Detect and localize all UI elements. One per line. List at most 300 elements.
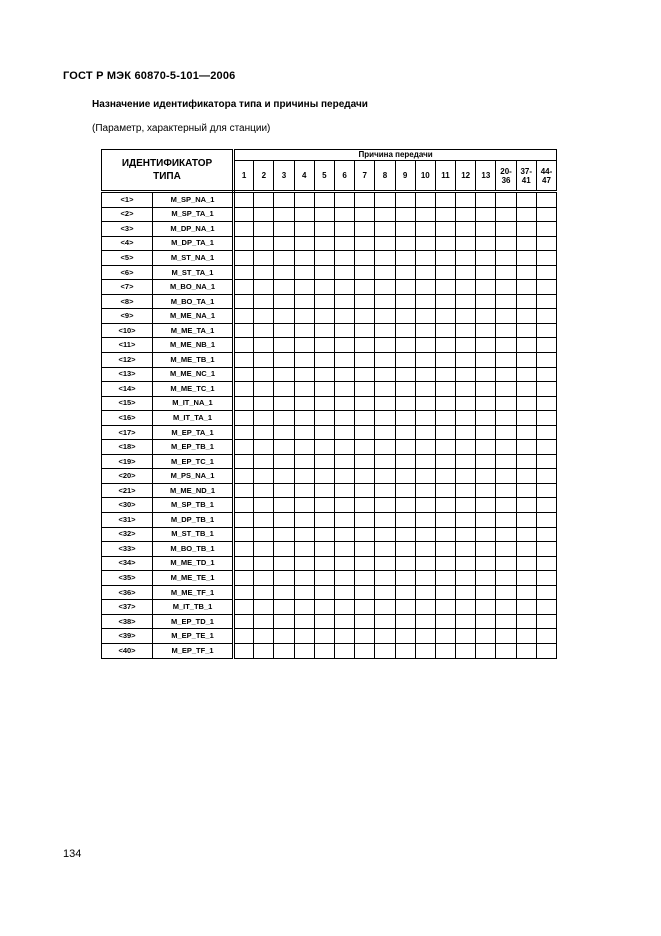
cause-cell[interactable] [234,542,254,557]
cause-cell[interactable] [415,440,435,455]
cause-cell[interactable] [476,498,496,513]
cause-cell[interactable] [516,396,536,411]
cause-cell[interactable] [536,585,556,600]
cause-cell[interactable] [334,265,354,280]
cause-cell[interactable] [476,222,496,237]
cause-cell[interactable] [314,396,334,411]
cause-cell[interactable] [536,294,556,309]
cause-cell[interactable] [476,207,496,222]
cause-cell[interactable] [334,454,354,469]
cause-cell[interactable] [274,571,294,586]
cause-cell[interactable] [516,542,536,557]
cause-cell[interactable] [234,222,254,237]
cause-cell[interactable] [516,367,536,382]
cause-cell[interactable] [314,556,334,571]
cause-cell[interactable] [274,440,294,455]
cause-cell[interactable] [274,309,294,324]
cause-cell[interactable] [234,425,254,440]
cause-cell[interactable] [234,629,254,644]
cause-cell[interactable] [234,614,254,629]
cause-cell[interactable] [435,440,455,455]
cause-cell[interactable] [355,600,375,615]
cause-cell[interactable] [294,614,314,629]
cause-cell[interactable] [395,207,415,222]
cause-cell[interactable] [476,614,496,629]
cause-cell[interactable] [254,513,274,528]
cause-cell[interactable] [476,542,496,557]
cause-cell[interactable] [435,571,455,586]
cause-cell[interactable] [536,643,556,658]
cause-cell[interactable] [516,469,536,484]
cause-cell[interactable] [254,353,274,368]
cause-cell[interactable] [456,629,476,644]
cause-cell[interactable] [435,643,455,658]
cause-cell[interactable] [234,294,254,309]
cause-cell[interactable] [476,440,496,455]
cause-cell[interactable] [274,353,294,368]
cause-cell[interactable] [496,382,516,397]
cause-cell[interactable] [395,483,415,498]
cause-cell[interactable] [375,396,395,411]
cause-cell[interactable] [516,483,536,498]
cause-cell[interactable] [456,265,476,280]
cause-cell[interactable] [395,192,415,208]
cause-cell[interactable] [375,280,395,295]
cause-cell[interactable] [234,251,254,266]
cause-cell[interactable] [254,629,274,644]
cause-cell[interactable] [334,353,354,368]
cause-cell[interactable] [294,556,314,571]
cause-cell[interactable] [254,280,274,295]
cause-cell[interactable] [355,498,375,513]
cause-cell[interactable] [516,236,536,251]
cause-cell[interactable] [496,222,516,237]
cause-cell[interactable] [516,411,536,426]
cause-cell[interactable] [274,207,294,222]
cause-cell[interactable] [294,323,314,338]
cause-cell[interactable] [476,483,496,498]
cause-cell[interactable] [375,629,395,644]
cause-cell[interactable] [274,483,294,498]
cause-cell[interactable] [516,440,536,455]
cause-cell[interactable] [476,251,496,266]
cause-cell[interactable] [415,192,435,208]
cause-cell[interactable] [274,498,294,513]
cause-cell[interactable] [254,469,274,484]
cause-cell[interactable] [334,396,354,411]
cause-cell[interactable] [294,207,314,222]
cause-cell[interactable] [536,440,556,455]
cause-cell[interactable] [415,236,435,251]
cause-cell[interactable] [314,498,334,513]
cause-cell[interactable] [294,440,314,455]
cause-cell[interactable] [456,527,476,542]
cause-cell[interactable] [456,353,476,368]
cause-cell[interactable] [234,192,254,208]
cause-cell[interactable] [496,236,516,251]
cause-cell[interactable] [375,483,395,498]
cause-cell[interactable] [476,309,496,324]
cause-cell[interactable] [516,251,536,266]
cause-cell[interactable] [334,542,354,557]
cause-cell[interactable] [355,265,375,280]
cause-cell[interactable] [314,527,334,542]
cause-cell[interactable] [355,323,375,338]
cause-cell[interactable] [476,585,496,600]
cause-cell[interactable] [435,207,455,222]
cause-cell[interactable] [254,556,274,571]
cause-cell[interactable] [496,338,516,353]
cause-cell[interactable] [415,323,435,338]
cause-cell[interactable] [516,280,536,295]
cause-cell[interactable] [334,338,354,353]
cause-cell[interactable] [456,469,476,484]
cause-cell[interactable] [456,367,476,382]
cause-cell[interactable] [536,614,556,629]
cause-cell[interactable] [274,338,294,353]
cause-cell[interactable] [496,251,516,266]
cause-cell[interactable] [456,498,476,513]
cause-cell[interactable] [496,542,516,557]
cause-cell[interactable] [496,571,516,586]
cause-cell[interactable] [536,222,556,237]
cause-cell[interactable] [274,294,294,309]
cause-cell[interactable] [456,280,476,295]
cause-cell[interactable] [254,542,274,557]
cause-cell[interactable] [395,585,415,600]
cause-cell[interactable] [456,585,476,600]
cause-cell[interactable] [234,338,254,353]
cause-cell[interactable] [234,585,254,600]
cause-cell[interactable] [456,440,476,455]
cause-cell[interactable] [254,585,274,600]
cause-cell[interactable] [456,309,476,324]
cause-cell[interactable] [334,527,354,542]
cause-cell[interactable] [395,367,415,382]
cause-cell[interactable] [274,367,294,382]
cause-cell[interactable] [536,527,556,542]
cause-cell[interactable] [355,527,375,542]
cause-cell[interactable] [355,396,375,411]
cause-cell[interactable] [314,265,334,280]
cause-cell[interactable] [355,236,375,251]
cause-cell[interactable] [355,309,375,324]
cause-cell[interactable] [415,483,435,498]
cause-cell[interactable] [375,222,395,237]
cause-cell[interactable] [334,425,354,440]
cause-cell[interactable] [355,207,375,222]
cause-cell[interactable] [355,643,375,658]
cause-cell[interactable] [456,382,476,397]
cause-cell[interactable] [314,614,334,629]
cause-cell[interactable] [234,498,254,513]
cause-cell[interactable] [476,382,496,397]
cause-cell[interactable] [274,411,294,426]
cause-cell[interactable] [254,207,274,222]
cause-cell[interactable] [234,440,254,455]
cause-cell[interactable] [415,643,435,658]
cause-cell[interactable] [456,411,476,426]
cause-cell[interactable] [476,338,496,353]
cause-cell[interactable] [435,629,455,644]
cause-cell[interactable] [536,367,556,382]
cause-cell[interactable] [294,513,314,528]
cause-cell[interactable] [254,222,274,237]
cause-cell[interactable] [435,513,455,528]
cause-cell[interactable] [355,513,375,528]
cause-cell[interactable] [476,323,496,338]
cause-cell[interactable] [496,600,516,615]
cause-cell[interactable] [234,600,254,615]
cause-cell[interactable] [294,483,314,498]
cause-cell[interactable] [395,309,415,324]
cause-cell[interactable] [536,323,556,338]
cause-cell[interactable] [334,367,354,382]
cause-cell[interactable] [536,396,556,411]
cause-cell[interactable] [294,527,314,542]
cause-cell[interactable] [274,265,294,280]
cause-cell[interactable] [375,353,395,368]
cause-cell[interactable] [536,411,556,426]
cause-cell[interactable] [274,280,294,295]
cause-cell[interactable] [516,643,536,658]
cause-cell[interactable] [516,294,536,309]
cause-cell[interactable] [234,323,254,338]
cause-cell[interactable] [314,222,334,237]
cause-cell[interactable] [476,513,496,528]
cause-cell[interactable] [314,353,334,368]
cause-cell[interactable] [314,571,334,586]
cause-cell[interactable] [435,527,455,542]
cause-cell[interactable] [254,294,274,309]
cause-cell[interactable] [355,411,375,426]
cause-cell[interactable] [234,411,254,426]
cause-cell[interactable] [456,236,476,251]
cause-cell[interactable] [355,294,375,309]
cause-cell[interactable] [536,382,556,397]
cause-cell[interactable] [476,396,496,411]
cause-cell[interactable] [355,585,375,600]
cause-cell[interactable] [294,425,314,440]
cause-cell[interactable] [435,338,455,353]
cause-cell[interactable] [536,338,556,353]
cause-cell[interactable] [274,425,294,440]
cause-cell[interactable] [375,425,395,440]
cause-cell[interactable] [435,222,455,237]
cause-cell[interactable] [435,498,455,513]
cause-cell[interactable] [314,192,334,208]
cause-cell[interactable] [435,236,455,251]
cause-cell[interactable] [375,614,395,629]
cause-cell[interactable] [234,556,254,571]
cause-cell[interactable] [334,382,354,397]
cause-cell[interactable] [334,207,354,222]
cause-cell[interactable] [355,571,375,586]
cause-cell[interactable] [415,469,435,484]
cause-cell[interactable] [355,353,375,368]
cause-cell[interactable] [496,556,516,571]
cause-cell[interactable] [395,294,415,309]
cause-cell[interactable] [334,643,354,658]
cause-cell[interactable] [314,542,334,557]
cause-cell[interactable] [496,425,516,440]
cause-cell[interactable] [254,367,274,382]
cause-cell[interactable] [516,527,536,542]
cause-cell[interactable] [314,382,334,397]
cause-cell[interactable] [274,236,294,251]
cause-cell[interactable] [435,251,455,266]
cause-cell[interactable] [395,265,415,280]
cause-cell[interactable] [415,280,435,295]
cause-cell[interactable] [415,556,435,571]
cause-cell[interactable] [274,585,294,600]
cause-cell[interactable] [536,280,556,295]
cause-cell[interactable] [254,614,274,629]
cause-cell[interactable] [435,556,455,571]
cause-cell[interactable] [516,222,536,237]
cause-cell[interactable] [274,527,294,542]
cause-cell[interactable] [334,571,354,586]
cause-cell[interactable] [274,382,294,397]
cause-cell[interactable] [355,614,375,629]
cause-cell[interactable] [536,207,556,222]
cause-cell[interactable] [294,571,314,586]
cause-cell[interactable] [456,513,476,528]
cause-cell[interactable] [415,338,435,353]
cause-cell[interactable] [395,542,415,557]
cause-cell[interactable] [254,498,274,513]
cause-cell[interactable] [334,483,354,498]
cause-cell[interactable] [234,236,254,251]
cause-cell[interactable] [375,440,395,455]
cause-cell[interactable] [415,294,435,309]
cause-cell[interactable] [334,280,354,295]
cause-cell[interactable] [435,425,455,440]
cause-cell[interactable] [375,527,395,542]
cause-cell[interactable] [516,338,536,353]
cause-cell[interactable] [254,527,274,542]
cause-cell[interactable] [516,629,536,644]
cause-cell[interactable] [415,513,435,528]
cause-cell[interactable] [536,469,556,484]
cause-cell[interactable] [234,643,254,658]
cause-cell[interactable] [395,222,415,237]
cause-cell[interactable] [355,440,375,455]
cause-cell[interactable] [234,513,254,528]
cause-cell[interactable] [314,338,334,353]
cause-cell[interactable] [254,440,274,455]
cause-cell[interactable] [294,294,314,309]
cause-cell[interactable] [314,411,334,426]
cause-cell[interactable] [234,207,254,222]
cause-cell[interactable] [334,498,354,513]
cause-cell[interactable] [375,382,395,397]
cause-cell[interactable] [334,411,354,426]
cause-cell[interactable] [415,222,435,237]
cause-cell[interactable] [516,600,536,615]
cause-cell[interactable] [516,556,536,571]
cause-cell[interactable] [516,454,536,469]
cause-cell[interactable] [415,600,435,615]
cause-cell[interactable] [334,294,354,309]
cause-cell[interactable] [375,571,395,586]
cause-cell[interactable] [516,353,536,368]
cause-cell[interactable] [334,192,354,208]
cause-cell[interactable] [456,338,476,353]
cause-cell[interactable] [496,440,516,455]
cause-cell[interactable] [274,556,294,571]
cause-cell[interactable] [355,251,375,266]
cause-cell[interactable] [314,469,334,484]
cause-cell[interactable] [496,280,516,295]
cause-cell[interactable] [234,483,254,498]
cause-cell[interactable] [435,454,455,469]
cause-cell[interactable] [355,629,375,644]
cause-cell[interactable] [254,600,274,615]
cause-cell[interactable] [456,643,476,658]
cause-cell[interactable] [274,396,294,411]
cause-cell[interactable] [254,454,274,469]
cause-cell[interactable] [274,629,294,644]
cause-cell[interactable] [496,513,516,528]
cause-cell[interactable] [314,367,334,382]
cause-cell[interactable] [476,411,496,426]
cause-cell[interactable] [476,556,496,571]
cause-cell[interactable] [355,367,375,382]
cause-cell[interactable] [496,367,516,382]
cause-cell[interactable] [496,294,516,309]
cause-cell[interactable] [536,542,556,557]
cause-cell[interactable] [496,192,516,208]
cause-cell[interactable] [375,585,395,600]
cause-cell[interactable] [234,280,254,295]
cause-cell[interactable] [456,207,476,222]
cause-cell[interactable] [234,396,254,411]
cause-cell[interactable] [254,192,274,208]
cause-cell[interactable] [375,600,395,615]
cause-cell[interactable] [395,338,415,353]
cause-cell[interactable] [435,585,455,600]
cause-cell[interactable] [415,207,435,222]
cause-cell[interactable] [294,309,314,324]
cause-cell[interactable] [375,294,395,309]
cause-cell[interactable] [496,498,516,513]
cause-cell[interactable] [375,236,395,251]
cause-cell[interactable] [476,353,496,368]
cause-cell[interactable] [355,425,375,440]
cause-cell[interactable] [415,353,435,368]
cause-cell[interactable] [274,600,294,615]
cause-cell[interactable] [435,614,455,629]
cause-cell[interactable] [496,323,516,338]
cause-cell[interactable] [516,585,536,600]
cause-cell[interactable] [294,353,314,368]
cause-cell[interactable] [516,265,536,280]
cause-cell[interactable] [254,396,274,411]
cause-cell[interactable] [395,600,415,615]
cause-cell[interactable] [456,542,476,557]
cause-cell[interactable] [294,222,314,237]
cause-cell[interactable] [415,571,435,586]
cause-cell[interactable] [435,323,455,338]
cause-cell[interactable] [294,251,314,266]
cause-cell[interactable] [375,498,395,513]
cause-cell[interactable] [516,425,536,440]
cause-cell[interactable] [435,411,455,426]
cause-cell[interactable] [294,469,314,484]
cause-cell[interactable] [294,585,314,600]
cause-cell[interactable] [496,469,516,484]
